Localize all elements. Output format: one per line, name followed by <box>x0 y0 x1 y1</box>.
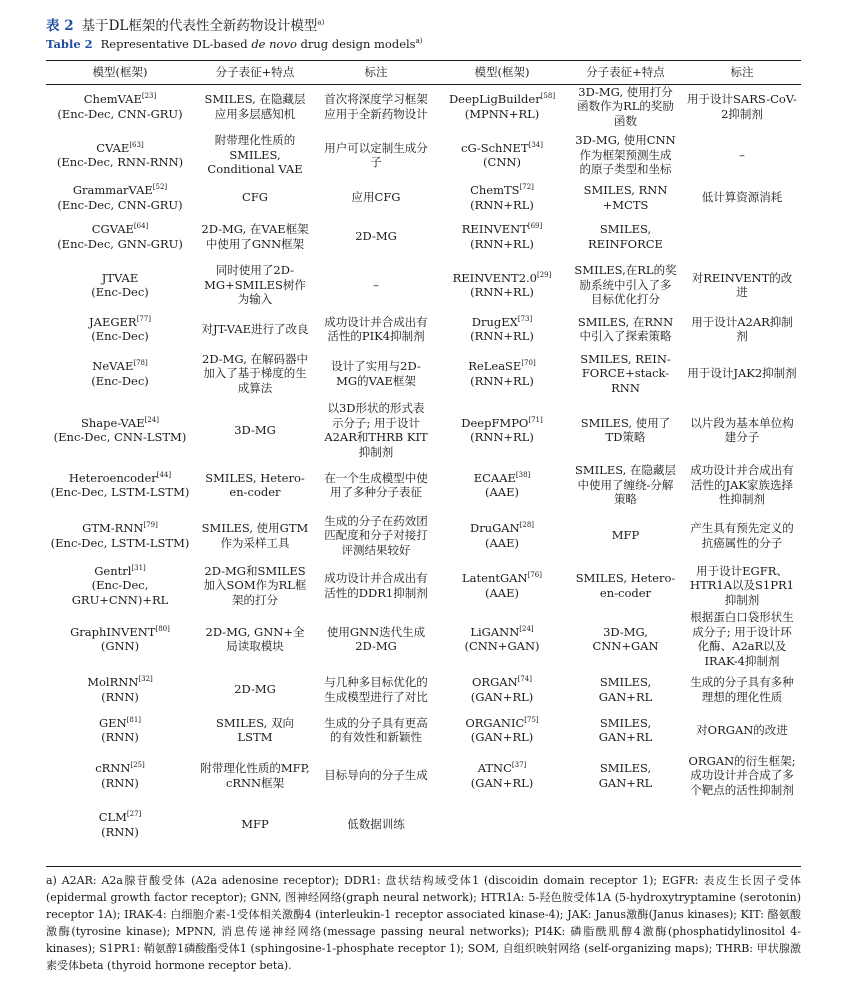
table-title-zh: 基于DL框架的代表性全新药物设计模型 <box>81 18 318 34</box>
r-model-cell <box>436 460 568 510</box>
l-features-cell <box>194 311 316 347</box>
table-row <box>46 749 801 802</box>
model-reference: [74] <box>517 675 532 684</box>
r-features-cell <box>568 400 683 460</box>
features-text: SMILES, RNN +MCTS <box>583 183 668 212</box>
features-text: SMILES, 在隐藏层应用多层感知机 <box>204 92 306 121</box>
l-model-cell <box>46 311 194 347</box>
l-notes-cell <box>316 400 436 460</box>
notes-text: ORGAN的衍生框架; 成功设计并合成了多个靶点的活性抑制剂 <box>688 753 796 797</box>
r-features-cell <box>568 802 683 847</box>
r-model-cell <box>436 400 568 460</box>
model-name: CVAE <box>96 140 130 155</box>
r-model-cell <box>436 802 568 847</box>
features-text: SMILES, GAN+RL <box>598 675 653 704</box>
model-framework: (RNN+RL) <box>470 236 534 251</box>
model-reference: [29] <box>537 270 552 279</box>
model-name: GEN <box>98 715 127 730</box>
l-features-cell <box>194 610 316 668</box>
model-name: ECAAE <box>473 470 516 485</box>
notes-text: 低计算资源消耗 <box>701 190 783 205</box>
model-reference: [32] <box>138 675 153 684</box>
model-framework: (RNN) <box>101 730 139 744</box>
l-features-cell <box>194 749 316 802</box>
r-features-cell <box>568 668 683 711</box>
l-features-cell <box>194 711 316 749</box>
notes-text: 对ORGAN的改进 <box>696 722 788 737</box>
l-features-cell <box>194 84 316 129</box>
r-model-cell <box>436 610 568 668</box>
l-features-cell <box>194 400 316 460</box>
notes-text: 首次将深度学习框架应用于全新药物设计 <box>324 92 428 121</box>
features-text: SMILES, Hetero-en-coder <box>575 571 676 600</box>
model-framework: (AAE) <box>485 535 519 550</box>
notes-text: 用于设计JAK2抑制剂 <box>687 366 797 381</box>
model-name: REINVENT <box>461 222 528 236</box>
header-features-right: 分子表征+特点 <box>586 65 665 80</box>
model-framework: (Enc-Dec, CNN-GRU) <box>57 106 183 121</box>
model-name: cG-SchNET <box>461 140 529 155</box>
model-name: Heteroencoder <box>68 470 157 485</box>
model-name: Shape-VAE <box>81 415 145 430</box>
table-header-row <box>46 61 801 84</box>
features-text: SMILES, GAN+RL <box>598 761 653 790</box>
r-features-cell <box>568 347 683 400</box>
r-notes-cell <box>683 311 801 347</box>
model-framework: (RNN+RL) <box>470 197 534 212</box>
r-model-cell <box>436 181 568 214</box>
model-reference: [70] <box>521 359 536 368</box>
model-name: DrugEX <box>471 314 518 329</box>
l-model-cell <box>46 610 194 668</box>
model-reference: [72] <box>519 183 534 192</box>
l-notes-cell <box>316 347 436 400</box>
r-model-cell <box>436 561 568 610</box>
l-model-cell <box>46 259 194 311</box>
notes-text: 使用GNN迭代生成2D-MG <box>326 624 426 653</box>
notes-text: 成功设计并合成出有活性的DDR1抑制剂 <box>324 571 428 600</box>
l-model-cell <box>46 181 194 214</box>
notes-text: 低数据训练 <box>347 817 405 832</box>
l-notes-cell <box>316 129 436 181</box>
r-features-cell <box>568 460 683 510</box>
model-name: DruGAN <box>469 521 520 535</box>
r-features-cell <box>568 749 683 802</box>
l-notes-cell <box>316 749 436 802</box>
features-text: MFP <box>611 528 640 543</box>
model-name: ORGAN <box>471 675 518 689</box>
r-model-cell <box>436 711 568 749</box>
notes-text: – <box>739 147 745 162</box>
r-notes-cell <box>683 561 801 610</box>
model-framework: (GAN+RL) <box>470 689 534 704</box>
notes-text: 以片段为基本单位构建分子 <box>690 415 794 444</box>
model-framework: (Enc-Dec) <box>91 329 149 343</box>
r-model-cell <box>436 749 568 802</box>
model-name: DeepFMPO <box>461 415 529 430</box>
r-features-cell <box>568 214 683 259</box>
l-features-cell <box>194 129 316 181</box>
model-reference: [44] <box>156 470 172 479</box>
notes-text: 产生具有预先定义的抗癌属性的分子 <box>690 521 794 550</box>
header-notes-left: 标注 <box>364 65 388 80</box>
l-features-cell <box>194 510 316 561</box>
r-model-cell <box>436 259 568 311</box>
model-name: ORGANIC <box>465 715 525 730</box>
table-row <box>46 610 801 668</box>
model-framework: (Enc-Dec, RNN-RNN) <box>56 155 184 169</box>
model-reference: [71] <box>528 415 543 424</box>
r-features-cell <box>568 259 683 311</box>
features-text: 附带理化性质的MFP, cRNN框架 <box>200 761 310 790</box>
features-text: 附带理化性质的SMILES, Conditional VAE <box>207 133 303 177</box>
model-framework: (RNN) <box>101 824 139 839</box>
l-model-cell <box>46 668 194 711</box>
model-framework: (Enc-Dec, GRU+CNN)+RL <box>71 578 169 607</box>
model-reference: [75] <box>524 715 539 724</box>
model-framework: (Enc-Dec, GNN-GRU) <box>57 236 183 251</box>
header-notes-right: 标注 <box>730 65 754 80</box>
r-notes-cell <box>683 129 801 181</box>
r-notes-cell <box>683 510 801 561</box>
r-features-cell <box>568 311 683 347</box>
table-row <box>46 668 801 711</box>
r-model-cell <box>436 84 568 129</box>
model-name: CLM <box>98 810 127 824</box>
r-model-cell <box>436 347 568 400</box>
l-notes-cell <box>316 561 436 610</box>
model-name: cRNN <box>95 761 131 775</box>
model-framework: (Enc-Dec) <box>91 373 149 388</box>
features-text: SMILES, REINFORCE <box>588 222 663 251</box>
notes-text: 应用CFG <box>351 190 401 205</box>
table-row <box>46 129 801 181</box>
table-title-en-italic: de novo <box>251 37 297 51</box>
model-reference: [73] <box>517 314 533 323</box>
features-text: SMILES, 使用GTM作为采样工具 <box>201 521 309 550</box>
r-features-cell <box>568 129 683 181</box>
l-model-cell <box>46 510 194 561</box>
l-model-cell <box>46 84 194 129</box>
table-row <box>46 347 801 400</box>
notes-text: 生成的分子具有多种理想的理化性质 <box>690 675 794 704</box>
model-name: GrammarVAE <box>72 183 153 197</box>
table-row <box>46 460 801 510</box>
model-framework: (RNN) <box>101 775 139 790</box>
model-name: LiGANN <box>470 624 520 639</box>
notes-text: 用户可以定制生成分子 <box>324 140 428 169</box>
model-reference: [38] <box>515 470 531 479</box>
notes-text: 在一个生成模型中使用了多种分子表征 <box>324 470 428 499</box>
notes-text: – <box>373 277 379 292</box>
model-framework: (Enc-Dec) <box>91 285 149 299</box>
features-text: SMILES, 在隐藏层中使用了缠绕-分解策略 <box>574 463 676 507</box>
l-notes-cell <box>316 668 436 711</box>
table-row <box>46 802 801 847</box>
r-features-cell <box>568 711 683 749</box>
l-features-cell <box>194 214 316 259</box>
model-framework: (Enc-Dec, LSTM-LSTM) <box>50 485 190 499</box>
table-label-en: Table 2 <box>46 37 93 51</box>
r-notes-cell <box>683 802 801 847</box>
model-name: MolRNN <box>87 675 139 689</box>
model-reference: [80] <box>155 624 170 633</box>
l-model-cell <box>46 347 194 400</box>
notes-text: 成功设计并合成出有活性的JAK家族选择性抑制剂 <box>690 463 794 507</box>
table-title-en-rest: drug design models <box>300 37 416 51</box>
model-reference: [37] <box>511 761 527 770</box>
r-notes-cell <box>683 347 801 400</box>
r-notes-cell <box>683 259 801 311</box>
l-notes-cell <box>316 259 436 311</box>
notes-text: 用于设计EGFR、HTR1A以及S1PR1抑制剂 <box>690 563 794 607</box>
l-notes-cell <box>316 84 436 129</box>
r-notes-cell <box>683 460 801 510</box>
r-notes-cell <box>683 749 801 802</box>
model-name: REINVENT2.0 <box>452 270 537 285</box>
l-model-cell <box>46 400 194 460</box>
table-row <box>46 510 801 561</box>
model-name: JAEGER <box>89 314 137 329</box>
l-features-cell <box>194 347 316 400</box>
l-notes-cell <box>316 802 436 847</box>
table-bottom-rule <box>46 866 801 867</box>
header-model-left: 模型(框架) <box>92 65 148 80</box>
model-framework: (RNN+RL) <box>470 373 534 388</box>
r-notes-cell <box>683 668 801 711</box>
l-model-cell <box>46 460 194 510</box>
features-text: MFP <box>241 817 269 832</box>
notes-text: 2D-MG <box>355 229 397 244</box>
model-framework: (RNN) <box>101 689 139 704</box>
model-framework: (CNN+GAN) <box>464 639 540 653</box>
notes-text: 用于设计A2AR抑制剂 <box>691 314 793 343</box>
r-notes-cell <box>683 214 801 259</box>
model-reference: [27] <box>126 810 142 819</box>
model-name: ChemVAE <box>83 92 142 106</box>
model-reference: [28] <box>519 521 535 530</box>
model-name: ChemTS <box>470 183 520 197</box>
drug-design-models-table <box>46 61 801 847</box>
notes-text: 生成的分子具有更高的有效性和新颖性 <box>324 715 428 744</box>
model-reference: [23] <box>141 92 157 101</box>
features-text: SMILES, GAN+RL <box>598 715 653 744</box>
model-framework: (Enc-Dec, LSTM-LSTM) <box>50 535 190 550</box>
l-notes-cell <box>316 311 436 347</box>
footnote-text: a) A2AR: A2a腺苷酸受体 (A2a adenosine receptor); DDR1: 盘状结构域受体1 (discoidin domain receptor 1); EGFR: 表皮生长因子受体 (epidermal growth factor receptor); GNN, 图神经网络(graph neural network); HTR1A: 5-羟色胺受体1A (5-hydroxytryptamine (serotonin) receptor 1A); IRAK-4: 白细胞介素-1受体相关激酶4 (interleukin-1 receptor associated kinase-4); JAK: Janus激酶(Janus kinases); KIT: 酪氨酸激酶(tyrosine kinase); MPNN, 消息传递神经网络(message passing neural networks); PI4K: 磷脂酰肌醇4激酶(phosphatidylinositol 4-kinases); S1PR1: 鞘氨醇1磷酸酯受体1 (sphingosine-1-phosphate receptor 1); SOM, 自组织映射网络 (self-organizing maps); THRB: 甲状腺激素受体beta (thyroid hormone receptor beta). <box>46 874 801 972</box>
notes-text: 成功设计并合成出有活性的PIK4抑制剂 <box>324 314 428 343</box>
header-model-right: 模型(框架) <box>474 65 530 80</box>
l-notes-cell <box>316 460 436 510</box>
r-features-cell <box>568 84 683 129</box>
r-features-cell <box>568 510 683 561</box>
r-features-cell <box>568 561 683 610</box>
model-name: ATNC <box>477 761 512 775</box>
notes-text: 生成的分子在药效团匹配度和分子对接打评测结果较好 <box>324 513 428 557</box>
table-row <box>46 214 801 259</box>
notes-text: 根据蛋白口袋形状生成分子; 用于设计环化酶、A2aR以及IRAK-4抑制剂 <box>690 610 794 668</box>
l-notes-cell <box>316 181 436 214</box>
header-features-left: 分子表征+特点 <box>215 65 295 80</box>
r-notes-cell <box>683 181 801 214</box>
r-features-cell <box>568 610 683 668</box>
model-name: CGVAE <box>91 222 134 236</box>
features-text: SMILES,在RL的奖励系统中引入了多目标优化打分 <box>574 263 677 307</box>
table-caption-en <box>46 37 422 51</box>
r-notes-cell <box>683 610 801 668</box>
model-reference: [64] <box>133 222 149 231</box>
features-text: 3D-MG, 使用CNN作为框架预测生成的原子类型和坐标 <box>575 133 676 177</box>
model-framework: (AAE) <box>485 585 519 600</box>
features-text: SMILES, Hetero-en-coder <box>205 470 305 499</box>
features-text: 对JT-VAE进行了改良 <box>201 321 309 336</box>
model-framework: (CNN) <box>483 155 521 169</box>
l-features-cell <box>194 460 316 510</box>
model-name: GraphINVENT <box>70 624 156 639</box>
model-reference: [25] <box>130 761 145 770</box>
r-model-cell <box>436 668 568 711</box>
model-reference: [76] <box>527 571 542 580</box>
model-framework: (GAN+RL) <box>470 730 534 744</box>
model-framework: (Enc-Dec, CNN-GRU) <box>57 197 183 212</box>
model-reference: [81] <box>126 715 142 724</box>
features-text: 3D-MG, 使用打分函数作为RL的奖励函数 <box>577 84 674 128</box>
model-name: ReLeaSE <box>468 359 522 373</box>
notes-text: 用于设计SARS-CoV-2抑制剂 <box>687 92 797 121</box>
table-row <box>46 84 801 129</box>
r-model-cell <box>436 214 568 259</box>
l-model-cell <box>46 711 194 749</box>
model-name: Gentrl <box>94 563 132 578</box>
r-notes-cell <box>683 400 801 460</box>
model-reference: [58] <box>540 92 556 101</box>
caption-note-mark-en: a) <box>415 37 423 46</box>
table-row <box>46 311 801 347</box>
model-reference: [34] <box>528 140 543 149</box>
r-features-cell <box>568 181 683 214</box>
features-text: SMILES, 双向LSTM <box>215 715 294 744</box>
notes-text: 与几种多目标优化的生成模型进行了对比 <box>324 675 428 704</box>
model-reference: [63] <box>129 140 144 149</box>
model-reference: [69] <box>527 222 543 231</box>
table-row <box>46 561 801 610</box>
features-text: 3D-MG, CNN+GAN <box>592 624 659 653</box>
model-name: DeepLigBuilder <box>448 92 541 106</box>
l-notes-cell <box>316 214 436 259</box>
model-framework: (MPNN+RL) <box>464 106 540 121</box>
notes-text: 目标导向的分子生成 <box>324 768 428 783</box>
r-model-cell <box>436 311 568 347</box>
features-text: CFG <box>242 190 268 205</box>
model-reference: [31] <box>131 563 146 572</box>
features-text: SMILES, 使用了TD策略 <box>580 415 671 444</box>
l-model-cell <box>46 214 194 259</box>
model-name: NeVAE <box>92 359 134 373</box>
l-model-cell <box>46 561 194 610</box>
r-notes-cell <box>683 84 801 129</box>
model-reference: [78] <box>133 359 148 368</box>
model-name: JTVAE <box>101 270 139 285</box>
l-notes-cell <box>316 510 436 561</box>
table-row <box>46 259 801 311</box>
l-features-cell <box>194 259 316 311</box>
table-body <box>46 84 801 847</box>
r-model-cell <box>436 510 568 561</box>
notes-text: 对REINVENT的改进 <box>691 270 793 299</box>
table-row <box>46 711 801 749</box>
features-text: 2D-MG, 在解码器中加入了基于梯度的生成算法 <box>202 351 308 395</box>
features-text: 2D-MG <box>234 682 276 697</box>
r-notes-cell <box>683 711 801 749</box>
model-reference: [52] <box>152 183 168 192</box>
l-notes-cell <box>316 610 436 668</box>
features-text: SMILES, 在RNN中引入了探索策略 <box>577 314 674 343</box>
l-features-cell <box>194 802 316 847</box>
model-name: LatentGAN <box>462 571 528 585</box>
model-reference: [77] <box>136 314 151 323</box>
r-model-cell <box>436 129 568 181</box>
features-text: SMILES, REIN-FORCE+stack-RNN <box>580 351 671 395</box>
table-row <box>46 400 801 460</box>
features-text: 2D-MG, GNN+全局读取模块 <box>205 624 305 653</box>
l-model-cell <box>46 129 194 181</box>
model-reference: [24] <box>144 415 159 424</box>
l-features-cell <box>194 181 316 214</box>
table-title-en: Representative DL-based <box>100 37 248 51</box>
features-text: 2D-MG和SMILES加入SOM作为RL框架的打分 <box>203 563 307 607</box>
model-name: GTM-RNN <box>82 521 144 535</box>
table-row <box>46 181 801 214</box>
model-framework: (RNN+RL) <box>470 430 534 444</box>
notes-text: 以3D形状的形式表示分子; 用于设计A2AR和THRB KIT抑制剂 <box>324 401 428 459</box>
model-framework: (RNN+RL) <box>470 329 534 343</box>
l-notes-cell <box>316 711 436 749</box>
l-model-cell <box>46 802 194 847</box>
table-caption-zh <box>46 14 324 34</box>
model-framework: (Enc-Dec, CNN-LSTM) <box>53 430 187 444</box>
model-framework: (GAN+RL) <box>470 775 534 790</box>
model-reference: [79] <box>143 521 158 530</box>
model-reference: [24] <box>519 624 534 633</box>
caption-note-mark: a) <box>317 18 325 27</box>
l-features-cell <box>194 561 316 610</box>
l-model-cell <box>46 749 194 802</box>
l-features-cell <box>194 668 316 711</box>
table-label-zh: 表 2 <box>46 18 74 34</box>
notes-text: 设计了实用与2D-MG的VAE框架 <box>331 359 421 388</box>
features-text: 2D-MG, 在VAE框架中使用了GNN框架 <box>201 222 309 251</box>
table-footnote <box>46 872 801 974</box>
model-framework: (AAE) <box>485 485 519 499</box>
features-text: 3D-MG <box>234 422 276 437</box>
model-framework: (GNN) <box>100 639 140 653</box>
features-text: 同时使用了2D-MG+SMILES树作为输入 <box>204 263 306 307</box>
model-framework: (RNN+RL) <box>470 285 534 299</box>
